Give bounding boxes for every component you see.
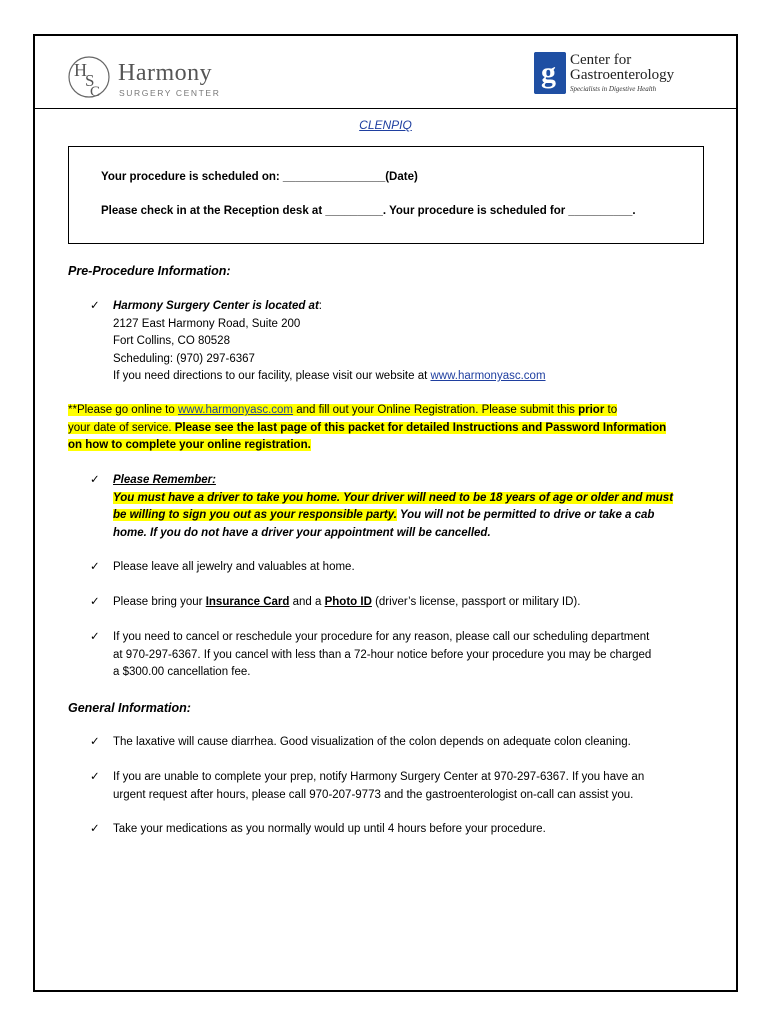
checkmark-icon: ✓ (90, 300, 100, 312)
bring-prefix: Please bring your (113, 596, 206, 608)
bring-item (90, 594, 710, 612)
cancel-item (90, 629, 710, 682)
svg-text:C: C (90, 84, 101, 100)
bring-and: and a (289, 596, 325, 608)
schedule-box (68, 146, 704, 244)
online-prefix: **Please go online to (68, 404, 178, 416)
jewelry-item (90, 559, 710, 577)
registration-link[interactable]: www.harmonyasc.com (177, 404, 294, 416)
checkmark-icon: ✓ (90, 596, 100, 608)
cancel-line2: at 970-297-6367. If you cancel with less than a 72-hour notice before your procedure you may be charged (113, 648, 652, 661)
header-divider (35, 108, 736, 109)
scheduling-phone: Scheduling: (970) 297-6367 (113, 352, 255, 365)
cfg-logo-tagline: Specialists in Digestive Health (570, 85, 657, 93)
remember-rest-line3: home. If you do not have a driver your appointment will be cancelled. (113, 526, 491, 539)
prep-line1: If you are unable to complete your prep, notify Harmony Surgery Center at 970-297-6367. If you have an (113, 771, 645, 783)
svg-text:S: S (85, 71, 95, 90)
photo-id: Photo ID (324, 596, 372, 608)
checkmark-icon: ✓ (90, 771, 100, 783)
online-bold1: Please see the last page of this packet for detailed Instructions and Password Information (174, 421, 667, 434)
cfg-name-line2: Gastroenterology (570, 67, 675, 83)
location-label: Harmony Surgery Center is located at (113, 300, 319, 312)
remember-highlight-line2: be willing to sign you out as your responsible party. (113, 509, 397, 521)
cfg-name-line1: Center for (570, 52, 632, 68)
document-title: CLENPIQ (359, 118, 412, 132)
online-registration-paragraph (68, 402, 708, 455)
hsc-logo-name: Harmony (118, 60, 213, 86)
schedule-date-line: Your procedure is scheduled on: ________________(Date) (101, 171, 418, 183)
checkmark-icon: ✓ (90, 736, 100, 748)
cancel-line3: a $300.00 cancellation fee. (113, 666, 251, 678)
hsc-logo-subtitle: SURGERY CENTER (119, 88, 221, 98)
pre-procedure-heading: Pre-Procedure Information: (68, 264, 231, 278)
svg-text:H: H (74, 60, 87, 80)
remember-label: Please Remember: (113, 474, 216, 486)
checkmark-icon: ✓ (90, 474, 100, 486)
cancel-line1: If you need to cancel or reschedule your procedure for any reason, please call our scheduling department (113, 631, 650, 643)
location-colon: : (318, 300, 322, 312)
location-item (90, 298, 710, 386)
document-page (33, 34, 738, 992)
hsc-monogram-icon (68, 54, 110, 100)
center-for-gastroenterology-logo (534, 52, 675, 98)
schedule-checkin-line: Please check in at the Reception desk at _________. Your procedure is scheduled for __________. (101, 205, 636, 217)
header-logos (35, 36, 736, 108)
address-line2: Fort Collins, CO 80528 (113, 335, 230, 347)
medications-item (90, 821, 710, 839)
medications-text: Take your medications as you normally would up until 4 hours before your procedure. (113, 823, 546, 835)
directions-text: If you need directions to our facility, please visit our website at (113, 370, 431, 382)
bring-suffix: (driver’s license, passport or military ID). (371, 596, 581, 608)
svg-text:g: g (541, 56, 556, 89)
jewelry-text: Please leave all jewelry and valuables at home. (113, 561, 355, 573)
online-mid: and fill out your Online Registration. Please submit this (293, 404, 579, 416)
remember-rest-line2: You will not be permitted to drive or take a cab (396, 509, 655, 521)
online-to: to (604, 404, 618, 416)
website-link[interactable]: www.harmonyasc.com (430, 370, 546, 382)
insurance-card: Insurance Card (205, 596, 290, 608)
cfg-g-mark-icon (534, 52, 566, 94)
prep-line2: urgent request after hours, please call 970-207-9773 and the gastroenterologist on-call can assist you. (113, 788, 634, 801)
address-line1: 2127 East Harmony Road, Suite 200 (113, 317, 301, 330)
checkmark-icon: ✓ (90, 561, 100, 573)
checkmark-icon: ✓ (90, 631, 100, 643)
general-info-heading: General Information: (68, 701, 191, 715)
online-line2: your date of service. (68, 421, 175, 434)
cfg-logo-name (570, 53, 674, 83)
laxative-text: The laxative will cause diarrhea. Good visualization of the colon depends on adequate colon cleaning. (113, 736, 631, 748)
laxative-item (90, 734, 710, 752)
online-prior: prior (578, 404, 605, 416)
online-bold2: on how to complete your online registration. (68, 439, 311, 451)
prep-item (90, 769, 710, 804)
remember-item (90, 472, 710, 542)
remember-highlight-line1: You must have a driver to take you home. Your driver will need to be 18 years of age or older and must (113, 491, 674, 504)
checkmark-icon: ✓ (90, 823, 100, 835)
